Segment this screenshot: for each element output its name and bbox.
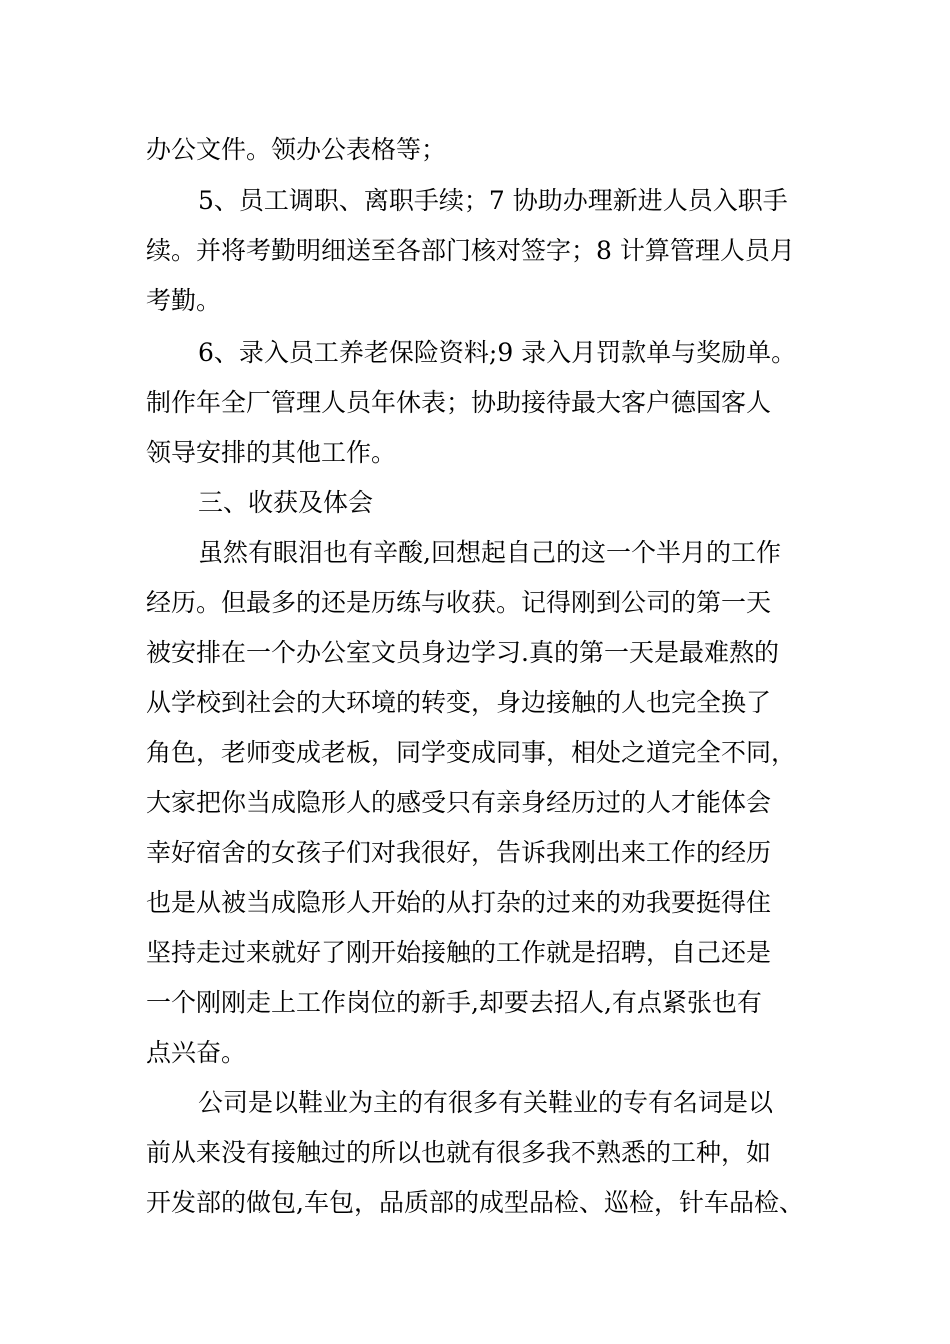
text-line: 角色，老师变成老板，同学变成同事，相处之道完全不同， (146, 738, 797, 767)
text-line: 6、录入员工养老保险资料;9 录入月罚款单与奖励单。 (198, 338, 797, 367)
text-line: 一个刚刚走上工作岗位的新手,却要去招人,有点紧张也有 (146, 988, 762, 1017)
text-line: 制作年全厂管理人员年休表；协助接待最大客户德国客人 (146, 388, 772, 417)
text-line: 幸好宿舍的女孩子们对我很好，告诉我刚出来工作的经历 (146, 838, 772, 867)
text-line: 点兴奋。 (146, 1038, 247, 1067)
text-line: 开发部的做包,车包，品质部的成型品检、巡检，针车品检、 (146, 1188, 804, 1217)
text-line: 从学校到社会的大环境的转变，身边接触的人也完全换了 (146, 688, 772, 717)
text-line: 续。并将考勤明细送至各部门核对签字；8 计算管理人员月 (146, 236, 795, 265)
text-line: 领导安排的其他工作。 (146, 438, 397, 467)
text-line: 前从来没有接触过的所以也就有很多我不熟悉的工种，如 (146, 1138, 772, 1167)
section-heading: 三、收获及体会 (198, 488, 374, 517)
text-line: 虽然有眼泪也有辛酸,回想起自己的这一个半月的工作 (198, 538, 781, 567)
text-line: 被安排在一个办公室文员身边学习.真的第一天是最难熬的 (146, 638, 779, 667)
text-line: 办公文件。领办公表格等； (146, 135, 447, 164)
text-line: 公司是以鞋业为主的有很多有关鞋业的专有名词是以 (198, 1088, 774, 1117)
text-line: 考勤。 (146, 286, 222, 315)
text-line: 5、员工调职、离职手续；7 协助办理新进人员入职手 (198, 186, 788, 215)
text-line: 大家把你当成隐形人的感受只有亲身经历过的人才能体会 (146, 788, 772, 817)
text-line: 经历。但最多的还是历练与收获。记得刚到公司的第一天 (146, 588, 772, 617)
text-line: 也是从被当成隐形人开始的从打杂的过来的劝我要挺得住 (146, 888, 772, 917)
text-line: 坚持走过来就好了刚开始接触的工作就是招聘，自己还是 (146, 938, 772, 967)
